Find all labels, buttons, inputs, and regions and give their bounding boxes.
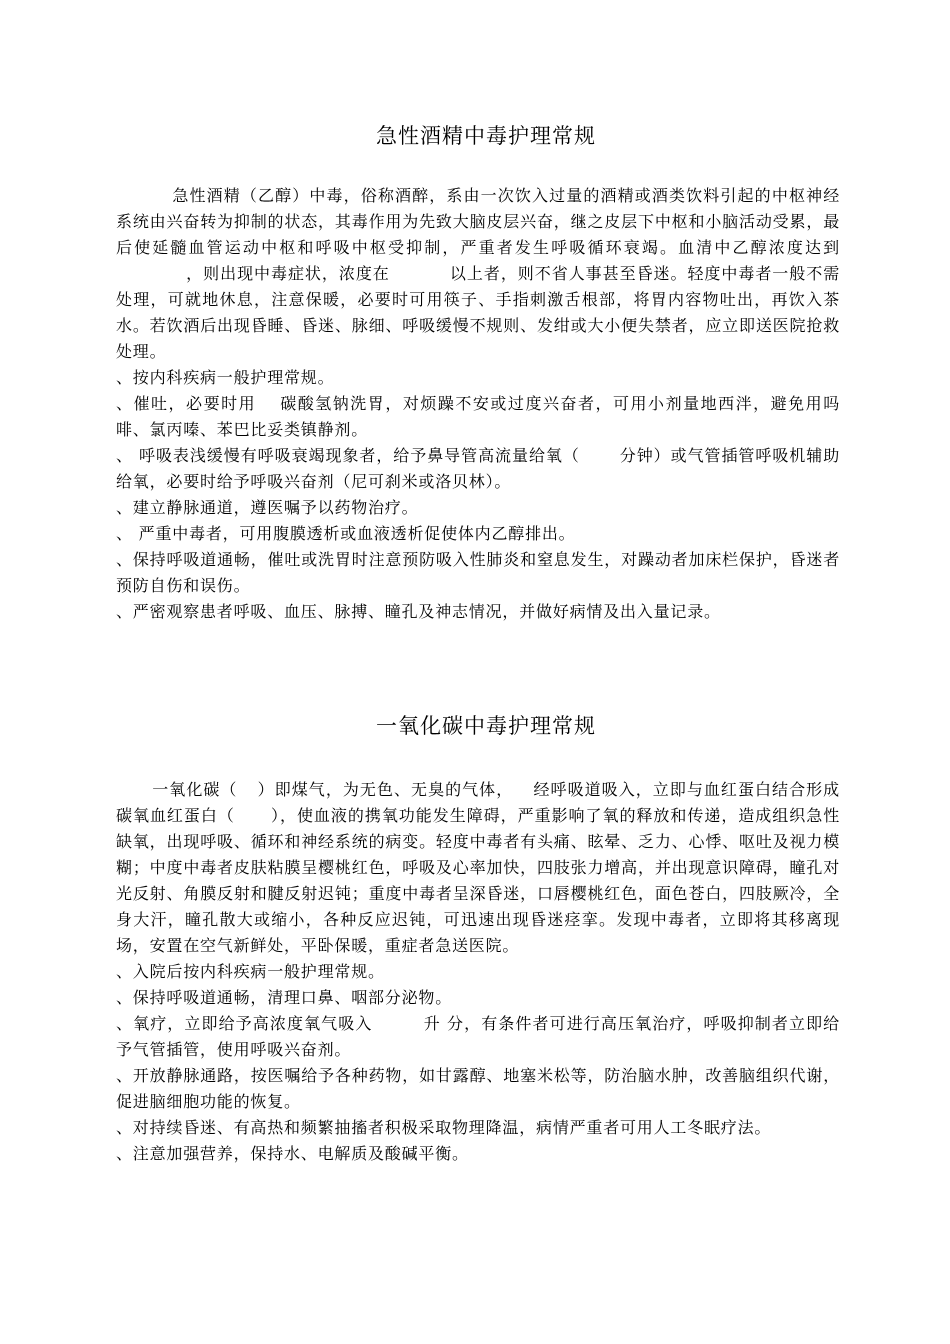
list-item: 、催吐，必要时用 碳酸氢钠洗胃，对烦躁不安或过度兴奋者，可用小剂量地西泮，避免用吗啡、氯丙嗪、苯巴比妥类镇静剂。 bbox=[116, 394, 840, 439]
section-alcohol-poisoning bbox=[116, 122, 840, 625]
list-item: 、开放静脉通路，按医嘱给予各种药物，如甘露醇、地塞米松等，防治脑水肿，改善脑组织代谢，促进脑细胞功能的恢复。 bbox=[116, 1066, 840, 1111]
section-co-poisoning bbox=[116, 712, 840, 1167]
list-item: 、 呼吸表浅缓慢有呼吸衰竭现象者，给予鼻导管高流量给氧（ 分钟）或气管插管呼吸机辅助给氧，必要时给予呼吸兴奋剂（尼可刹米或洛贝林）。 bbox=[116, 446, 840, 491]
intro-text-part: ），使血液的携氧功能发生障碍，严重影响了氧的释放和传递，造成组织急性缺氧，出现呼吸、循环和神经系统的病变。轻度中毒者有头痛、眩晕、乏力、心悸、呕吐及视力模糊；中度中毒者皮肤粘膜呈樱桃红色，呼吸及心率加快，四肢张力增高，并出现意识障碍，瞳孔对光反射、角膜反射和腱反射迟钝；重度中毒者呈深昏迷，口唇樱桃红色，面色苍白，四肢厥冷，全身大汗，瞳孔散大或缩小，各种反应迟钝，可迅速出现昏迷痉挛。发现中毒者，立即将其移离现场，安置在空气新鲜处，平卧保暖，重症者急送医院。 bbox=[116, 806, 840, 955]
list-item: 、保持呼吸道通畅，催吐或洗胃时注意预防吸入性肺炎和窒息发生，对躁动者加床栏保护，昏迷者预防自伤和误伤。 bbox=[116, 550, 840, 595]
section-title: 急性酒精中毒护理常规 bbox=[376, 124, 596, 148]
list-item: 、建立静脉通道，遵医嘱予以药物治疗。 bbox=[116, 498, 419, 517]
list-item: 、入院后按内科疾病一般护理常规。 bbox=[116, 962, 385, 981]
intro-text-part: 一氧化碳（ bbox=[152, 780, 238, 799]
section-title: 一氧化碳中毒护理常规 bbox=[376, 714, 596, 738]
list-item: 、注意加强营养，保持水、电解质及酸碱平衡。 bbox=[116, 1144, 469, 1163]
list-item: 、对持续昏迷、有高热和频繁抽搐者积极采取物理降温，病情严重者可用人工冬眠疗法。 bbox=[116, 1118, 772, 1137]
list-item: 、保持呼吸道通畅，清理口鼻、咽部分泌物。 bbox=[116, 988, 453, 1007]
intro-text-part: 以上者，则不省人事甚至昏迷。轻度中毒者一般不需处理，可就地休息，注意保暖，必要时可用筷子、手指刺激舌根部，将胃内容物吐出，再饮入茶水。若饮酒后出现昏睡、昏迷、脉细、呼吸缓慢不规则、发绀或大小便失禁者，应立即送医院抢救处理。 bbox=[116, 264, 840, 361]
intro-text-part: ，则出现中毒症状，浓度在 bbox=[186, 264, 390, 283]
list-item: 、氧疗，立即给予高浓度氧气吸入 升 分，有条件者可进行高压氧治疗，呼吸抑制者立即给予气管插管，使用呼吸兴奋剂。 bbox=[116, 1014, 840, 1059]
section-intro bbox=[116, 777, 840, 959]
list-item: 、严密观察患者呼吸、血压、脉搏、瞳孔及神志情况，并做好病情及出入量记录。 bbox=[116, 602, 721, 621]
intro-text-part: ）即煤气，为无色、无臭的气体， bbox=[257, 780, 514, 799]
intro-text-part: 急性酒精（乙醇）中毒，俗称酒醉，系由一次饮入过量的酒精或酒类饮料引起的中枢神经系统由兴奋转为抑制的状态，其毒作用为先致大脑皮层兴奋，继之皮层下中枢和小脑活动受累，最后使延髓血管运动中枢和呼吸中枢受抑制，严重者发生呼吸循环衰竭。血清中乙醇浓度达到 bbox=[116, 186, 840, 257]
section-intro bbox=[116, 183, 840, 365]
intro-text-part: 经呼吸道吸入，立即与血红蛋白结合形成碳氧血红蛋白（ bbox=[116, 780, 840, 825]
list-item: 、按内科疾病一般护理常规。 bbox=[116, 368, 335, 387]
list-item: 、 严重中毒者，可用腹膜透析或血液透析促使体内乙醇排出。 bbox=[116, 524, 576, 543]
